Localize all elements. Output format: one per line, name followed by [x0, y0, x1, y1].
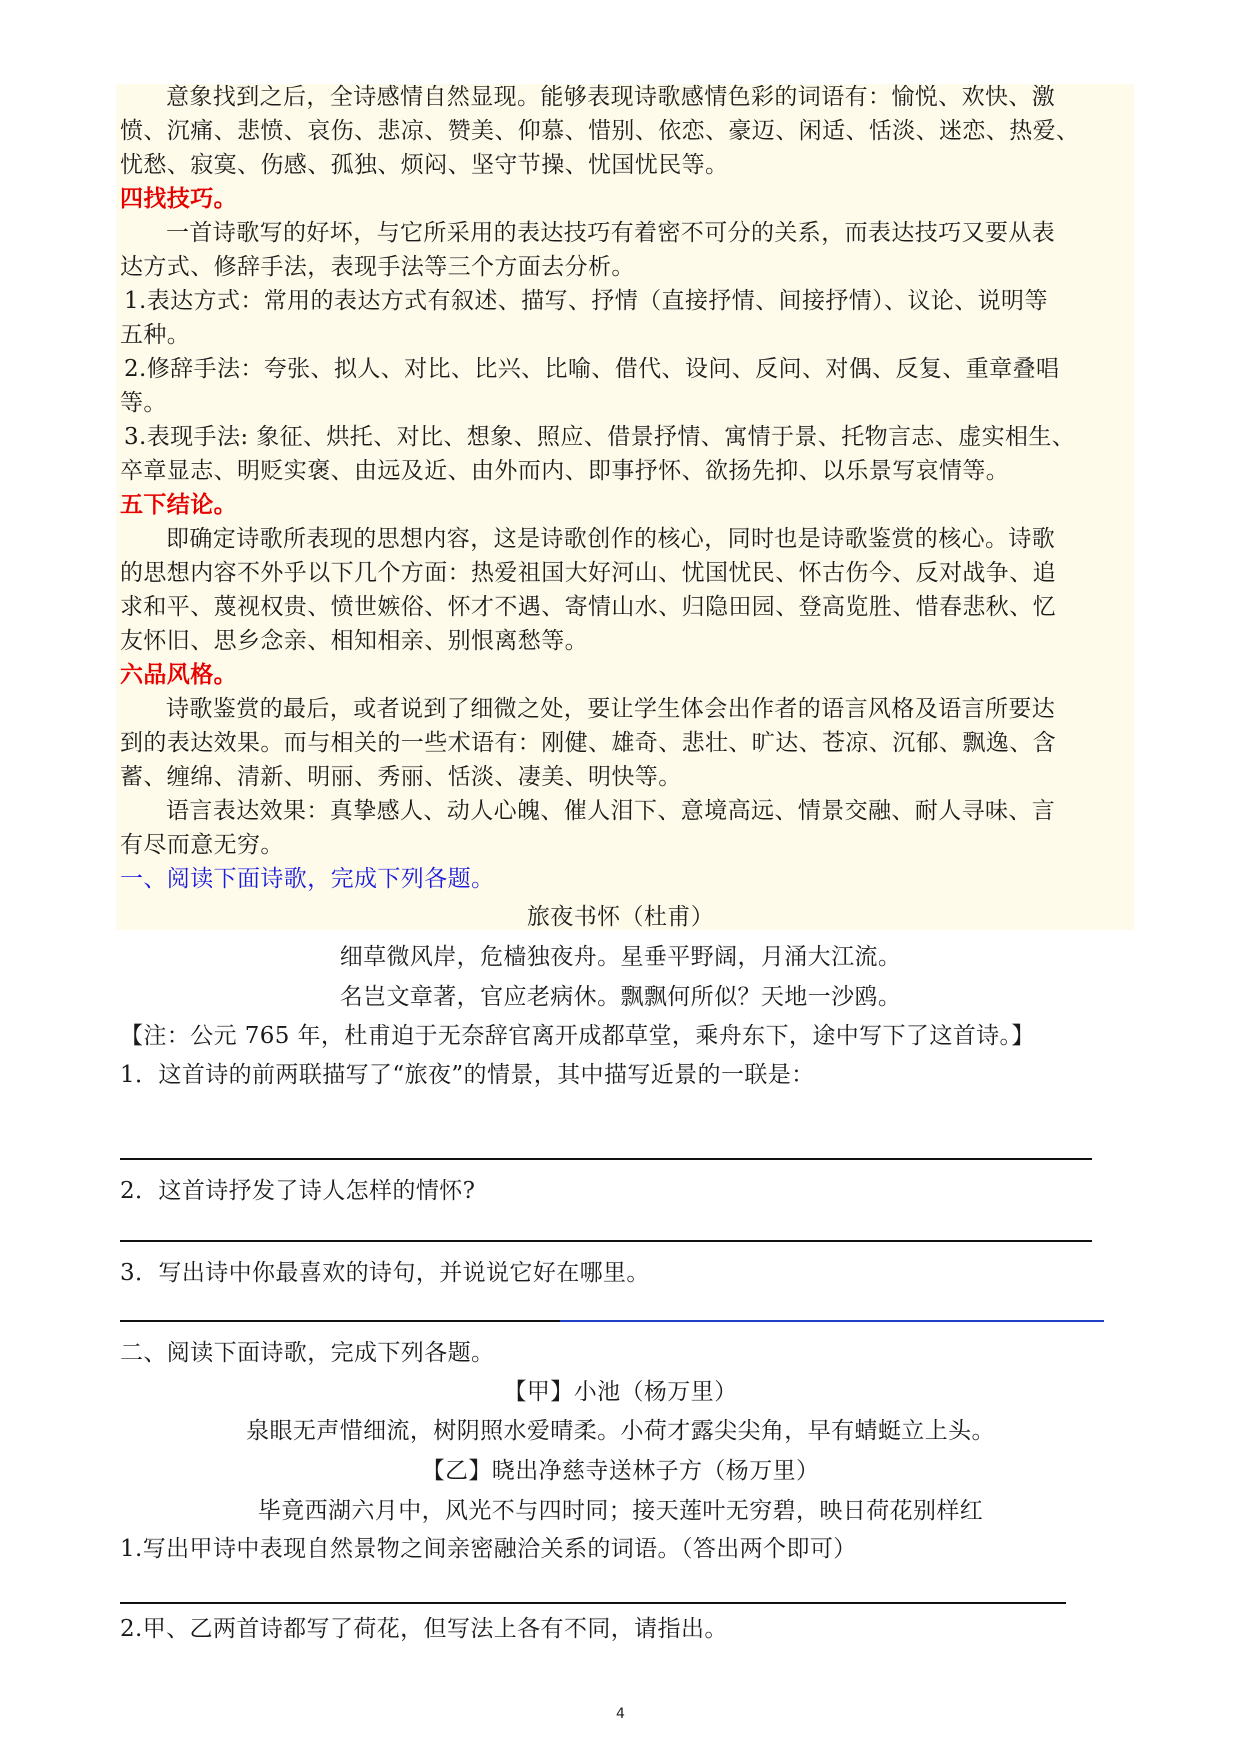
section-6-line-4: 语言表达效果：真挚感人、动人心魄、催人泪下、意境高远、情景交融、耐人寻味、言: [166, 798, 1056, 824]
poem-1-note: 【注：公元 765 年，杜甫迫于无奈辞官离开成都草堂，乘舟东下，途中写下了这首诗。】: [120, 1023, 1035, 1049]
poem-1-line-2: 名岂文章著，官应老病休。飘飘何所似？天地一沙鸥。: [339, 984, 902, 1010]
section-6-heading: 六品风格。: [120, 661, 237, 688]
poem-b-title: 【乙】晓出净慈寺送林子方（杨万里）: [421, 1458, 820, 1484]
section-5-line-2: 的思想内容不外乎以下几个方面：热爱祖国大好河山、忧国忧民、怀古伤今、反对战争、追: [120, 560, 1056, 586]
exercise-2-question-1: 1.写出甲诗中表现自然景物之间亲密融洽关系的词语。（答出两个即可）: [120, 1536, 857, 1562]
answer-line-4[interactable]: [120, 1602, 1066, 1604]
exercise-2-heading: 二、阅读下面诗歌，完成下列各题。: [120, 1340, 495, 1366]
intro-line-3: 忧愁、寂寞、伤感、孤独、烦闷、坚守节操、忧国忧民等。: [120, 152, 729, 178]
answer-line-1[interactable]: [120, 1158, 1092, 1160]
section-5-heading: 五下结论。: [120, 491, 237, 518]
section-4-item-1-line-1: 1.表达方式：常用的表达方式有叙述、描写、抒情（直接抒情、间接抒情）、议论、说明等: [124, 288, 1048, 314]
intro-line-1: 意象找到之后，全诗感情自然显现。能够表现诗歌感情色彩的词语有：愉悦、欢快、激: [166, 84, 1056, 110]
answer-line-2[interactable]: [120, 1240, 1092, 1242]
exercise-1-question-1: 1．这首诗的前两联描写了“旅夜”的情景，其中描写近景的一联是：: [120, 1062, 815, 1088]
answer-line-3b[interactable]: [560, 1320, 1104, 1322]
exercise-2-question-2: 2.甲、乙两首诗都写了荷花，但写法上各有不同，请指出。: [120, 1616, 728, 1642]
section-5-line-1: 即确定诗歌所表现的思想内容，这是诗歌创作的核心，同时也是诗歌鉴赏的核心。诗歌: [166, 526, 1056, 552]
section-6-line-5: 有尽而意无穷。: [120, 832, 284, 858]
section-6-line-1: 诗歌鉴赏的最后，或者说到了细微之处，要让学生体会出作者的语言风格及语言所要达: [166, 696, 1056, 722]
exercise-1-question-2: 2．这首诗抒发了诗人怎样的情怀?: [120, 1178, 476, 1204]
section-4-item-3-line-1: 3.表现手法: 象征、烘托、对比、想象、照应、借景抒情、寓情于景、托物言志、虚实相生、: [124, 424, 1076, 450]
intro-line-2: 愤、沉痛、悲愤、哀伤、悲凉、赞美、仰慕、惜别、依恋、豪迈、闲适、恬淡、迷恋、热爱、: [120, 118, 1080, 144]
section-6-line-2: 到的表达效果。而与相关的一些术语有：刚健、雄奇、悲壮、旷达、苍凉、沉郁、飘逸、含: [120, 730, 1056, 756]
poem-b-line: 毕竟西湖六月中，风光不与四时同；接天莲叶无穷碧，映日荷花别样红: [257, 1498, 984, 1524]
section-4-heading: 四找技巧。: [120, 185, 237, 212]
section-4-item-2-line-2: 等。: [120, 390, 167, 416]
exercise-1-heading: 一、阅读下面诗歌，完成下列各题。: [120, 866, 495, 892]
poem-a-title: 【甲】小池（杨万里）: [503, 1379, 738, 1405]
poem-a-line: 泉眼无声惜细流，树阴照水爱晴柔。小荷才露尖尖角，早有蜻蜓立上头。: [246, 1418, 995, 1444]
section-5-line-3: 求和平、蔑视权贵、愤世嫉俗、怀才不遇、寄情山水、归隐田园、登高览胜、惜春悲秋、忆: [120, 594, 1056, 620]
poem-1-line-1: 细草微风岸，危樯独夜舟。星垂平野阔，月涌大江流。: [339, 944, 902, 970]
poem-1-title: 旅夜书怀（杜甫）: [526, 904, 715, 930]
section-4-line-2: 达方式、修辞手法，表现手法等三个方面去分析。: [120, 254, 635, 280]
section-6-line-3: 蓄、缠绵、清新、明丽、秀丽、恬淡、凄美、明快等。: [120, 764, 682, 790]
section-4-item-3-line-2: 卒章显志、明贬实褒、由远及近、由外而内、即事抒怀、欲扬先抑、以乐景写哀情等。: [120, 458, 1010, 484]
section-4-line-1: 一首诗歌写的好坏，与它所采用的表达技巧有着密不可分的关系，而表达技巧又要从表: [166, 220, 1056, 246]
page-number: 4: [616, 1706, 625, 1722]
section-4-item-1-line-2: 五种。: [120, 322, 191, 348]
answer-line-3a[interactable]: [120, 1320, 560, 1322]
section-5-line-4: 友怀旧、思乡念亲、相知相亲、别恨离愁等。: [120, 628, 588, 654]
section-4-item-2-line-1: 2.修辞手法：夸张、拟人、对比、比兴、比喻、借代、设问、反问、对偶、反复、重章叠唱: [124, 356, 1060, 382]
exercise-1-question-3: 3．写出诗中你最喜欢的诗句，并说说它好在哪里。: [120, 1260, 650, 1286]
